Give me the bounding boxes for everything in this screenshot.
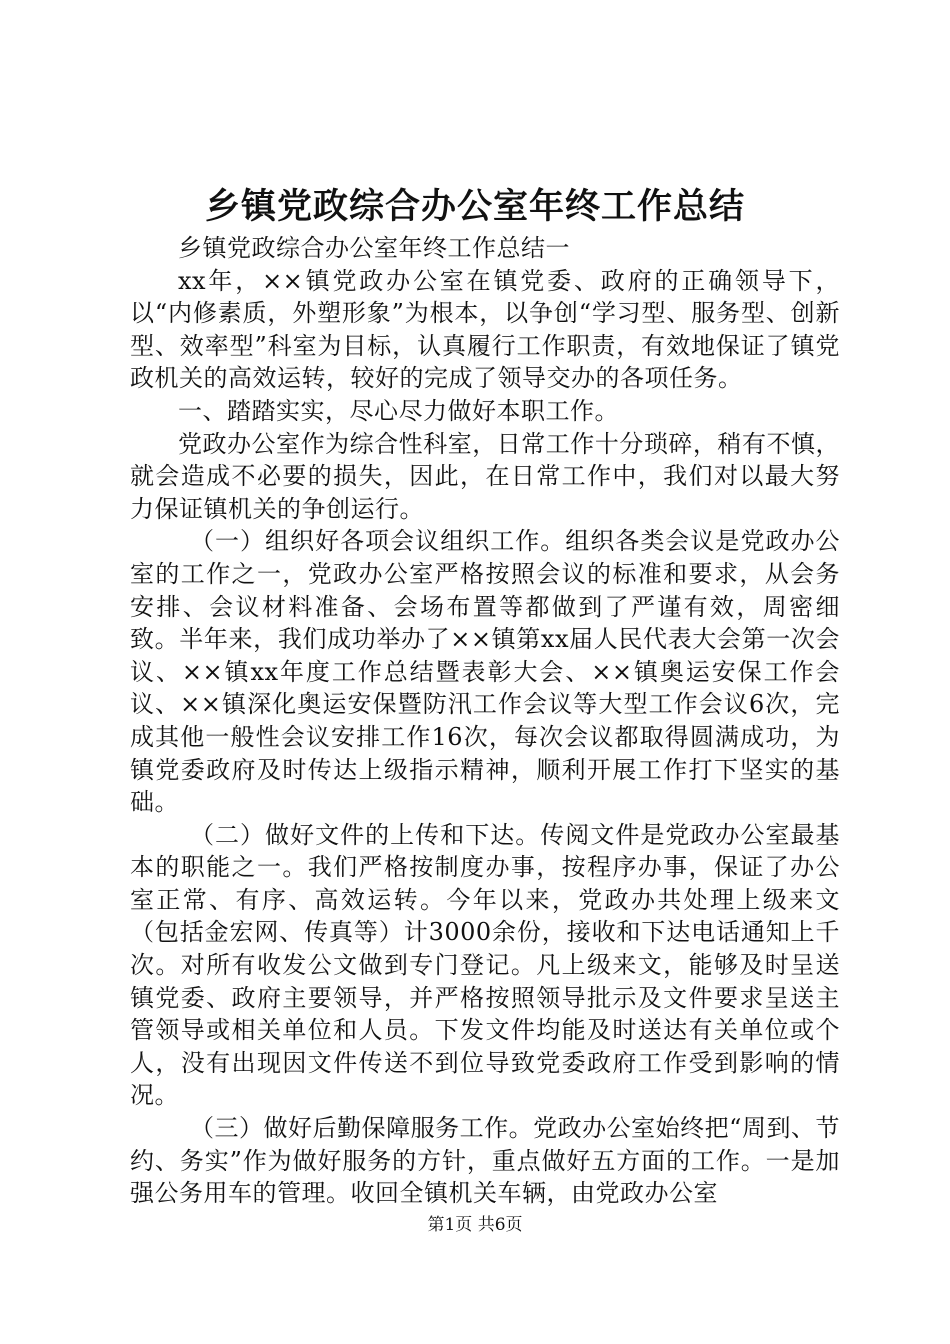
paragraph-subtitle: 乡镇党政综合办公室年终工作总结一 — [178, 234, 570, 262]
section-heading-1: 一、踏踏实实，尽心尽力做好本职工作。 — [178, 396, 619, 425]
document-body — [130, 232, 840, 1210]
document-title: 乡镇党政综合办公室年终工作总结 — [204, 186, 745, 227]
paragraph-section-1: 党政办公室作为综合性科室，日常工作十分琐碎，稍有不慎，就会造成不必要的损失，因此，在日常工作中，我们对以最大努力保证镇机关的争创运行。 — [130, 429, 840, 523]
paragraph-item-2: （二）做好文件的上传和下达。传阅文件是党政办公室最基本的职能之一。我们严格按制度办事，按程序办事，保证了办公室正常、有序、高效运转。今年以来，党政办共处理上级来文（包括金宏网、传真等）计3000余份，接收和下达电话通知上千次。对所有收发公文做到专门登记。凡上级来文，能够及时呈送镇党委、政府主要领导，并严格按照领导批示及文件要求呈送主管领导或相关单位和人员。下发文件均能及时送达有关单位或个人，没有出现因文件传送不到位导致党委政府工作受到影响的情况。 — [130, 820, 840, 1110]
paragraph-item-1: （一）组织好各项会议组织工作。组织各类会议是党政办公室的工作之一，党政办公室严格按照会议的标准和要求，从会务安排、会议材料准备、会场布置等都做到了严谨有效，周密细致。半年来，我们成功举办了××镇第xx届人民代表大会第一次会议、××镇xx年度工作总结暨表彰大会、××镇奥运安保工作会议、××镇深化奥运安保暨防汛工作会议等大型工作会议6次，完成其他一般性会议安排工作16次，每次会议都取得圆满成功，为镇党委政府及时传达上级指示精神，顺利开展工作打下坚实的基础。 — [130, 527, 840, 817]
paragraph-intro: xx年，××镇党政办公室在镇党委、政府的正确领导下，以“内修素质，外塑形象”为根本，以争创“学习型、服务型、创新型、效率型”科室为目标，认真履行工作职责，有效地保证了镇党政机关的高效运转，较好的完成了领导交办的各项任务。 — [130, 266, 840, 393]
page-number-footer: 第1页 共6页 — [427, 1215, 523, 1235]
paragraph-item-3: （三）做好后勤保障服务工作。党政办公室始终把“周到、节约、务实”作为做好服务的方针，重点做好五方面的工作。一是加强公务用车的管理。收回全镇机关车辆，由党政办公室 — [130, 1114, 840, 1208]
